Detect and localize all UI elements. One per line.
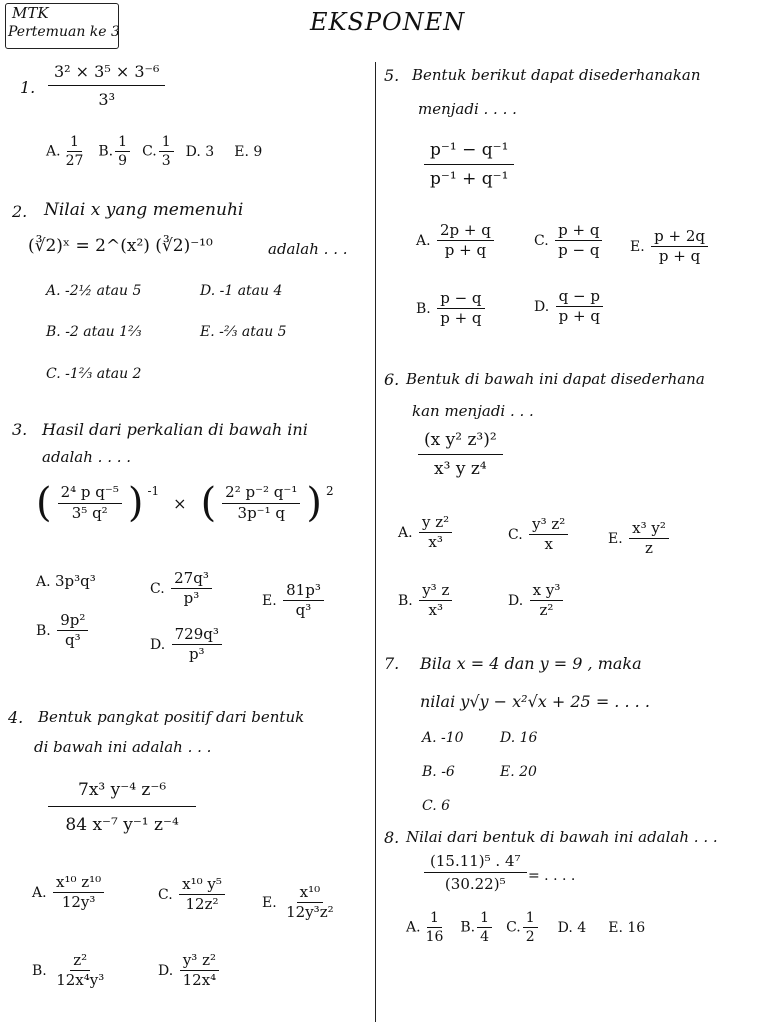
subject-label: MTK (12, 4, 49, 22)
q8-option-a[interactable]: A. $\frac{1}{16}$ (406, 910, 444, 946)
q5-option-e[interactable]: E. $\frac{p + 2q}{p + q}$ (630, 228, 710, 266)
q4-prompt-line1: Bentuk pangkat positif dari bentuk (38, 708, 305, 726)
q7-prompt-line2: nilai y√y − x²√x + 25 = . . . . (420, 692, 650, 711)
q3-option-b[interactable]: B. $\frac{\text{9p²}}{\text{q³}}$ (36, 612, 90, 650)
q3-option-e[interactable]: E. $\frac{\text{81p³}}{\text{q³}}$ (262, 582, 326, 620)
q8-option-b[interactable]: B. $\frac{1}{4}$ (460, 910, 494, 945)
q3-prompt-line1: Hasil dari perkalian di bawah ini (42, 420, 308, 439)
q4-number: 4. (8, 708, 24, 727)
q6-option-b[interactable]: B. $\frac{\text{y³ z}}{\text{x³}}$ (398, 582, 454, 620)
q4-option-e[interactable]: E. $\frac{\text{x¹⁰}}{\text{12y³z²}}$ (262, 883, 334, 922)
q3-prompt-line2: adalah . . . . (42, 448, 132, 466)
q6-denominator: x³ y z⁴ (434, 459, 487, 479)
q8-expression (424, 852, 527, 893)
q2-option-b[interactable]: B. -2 atau 1⅔ (46, 324, 142, 340)
q7-number: 7. (384, 654, 400, 673)
q4-option-c[interactable]: C. $\frac{\text{x¹⁰ y⁵}}{\text{12z²}}$ (158, 876, 227, 914)
q8-number: 8. (384, 828, 400, 847)
q1-numerator: 3² × 3⁵ × 3⁻⁶ (48, 62, 165, 86)
q1-denominator: 3³ (98, 90, 115, 109)
q1-option-c[interactable]: C. $\frac{1}{3}$ (142, 134, 176, 169)
q4-option-d[interactable]: D. $\frac{\text{y³ z²}}{\text{12x⁴}}$ (158, 952, 221, 990)
q3-fraction-2: $\frac{\text{2² p⁻² q⁻¹}}{\text{3p⁻¹ q}}$ (222, 484, 300, 522)
q5-expression (424, 140, 514, 189)
q1-options (46, 134, 262, 169)
q5-option-a[interactable]: A. $\frac{2p + q}{p + q}$ (416, 222, 496, 260)
page-title: EKSPONEN (310, 8, 466, 36)
q1-number: 1. (20, 78, 36, 97)
q4-denominator: 84 x⁻⁷ y⁻¹ z⁻⁴ (65, 815, 179, 835)
q3-fraction-1: $\frac{\text{2⁴ p q⁻⁵}}{\text{3⁵ q²}}$ (58, 484, 122, 522)
q7-prompt-line1: Bila x = 4 dan y = 9 , maka (420, 654, 642, 673)
q5-option-b[interactable]: B. $\frac{p - q}{p + q}$ (416, 290, 487, 328)
meeting-label: Pertemuan ke 3 (8, 24, 120, 40)
q2-suffix: adalah . . . (268, 240, 348, 258)
q8-options (406, 910, 645, 945)
q8-numerator: (15.11)⁵ . 4⁷ (424, 852, 527, 873)
q2-prompt: Nilai x yang memenuhi (44, 200, 244, 220)
q5-option-c[interactable]: C. $\frac{p + q}{p - q}$ (534, 222, 604, 260)
q5-prompt-line2: menjadi . . . . (418, 100, 517, 118)
q6-number: 6. (384, 370, 400, 389)
q2-equation: (∛2)ˣ = 2^(x²) (∛2)⁻¹⁰ (28, 236, 213, 256)
q7-option-e[interactable]: E. 20 (500, 764, 537, 780)
q1-expression (48, 62, 165, 109)
q5-numerator: p⁻¹ − q⁻¹ (424, 140, 514, 165)
q8-equals: = . . . . (528, 868, 576, 884)
q3-option-c[interactable]: C. $\frac{\text{27q³}}{\text{p³}}$ (150, 570, 214, 608)
q6-numerator: (x y² z³)² (418, 430, 503, 455)
q6-prompt-line1: Bentuk di bawah ini dapat disederhana (406, 370, 705, 388)
q6-option-e[interactable]: E. $\frac{\text{x³ y²}}{z}$ (608, 520, 671, 558)
q6-option-a[interactable]: A. $\frac{\text{y z²}}{\text{x³}}$ (398, 514, 454, 552)
q6-prompt-line2: kan menjadi . . . (412, 402, 534, 420)
q1-option-b[interactable]: B. $\frac{1}{9}$ (98, 134, 132, 169)
q6-expression (418, 430, 503, 479)
q1-option-d[interactable]: D. 3 (185, 143, 215, 160)
q1-option-e[interactable]: E. 9 (234, 143, 263, 160)
q3-option-a[interactable]: A. 3p³q³ (36, 572, 96, 590)
q5-denominator: p⁻¹ + q⁻¹ (430, 169, 509, 189)
q4-option-b[interactable]: B. $\frac{\text{z²}}{\text{12x⁴y³}}$ (32, 951, 105, 990)
q3-exp-1: -1 (147, 484, 160, 498)
column-divider (375, 62, 376, 1022)
q2-number: 2. (12, 202, 28, 221)
q7-option-c[interactable]: C. 6 (422, 798, 451, 814)
q3-expression: ( $\frac{\text{2⁴ p q⁻⁵}}{\text{3⁵ q²}}$ ) $^{-1}$ × ( $\frac{\text{2² p⁻² q⁻¹}}{\text{3p⁻¹ q}}$ ) $^2$ (36, 480, 334, 526)
q8-denominator: (30.22)⁵ (444, 875, 506, 893)
q5-option-d[interactable]: D. $\frac{q - p}{p + q}$ (534, 288, 605, 326)
q4-numerator: 7x³ y⁻⁴ z⁻⁶ (48, 780, 196, 807)
q8-option-c[interactable]: C. $\frac{1}{2}$ (506, 910, 540, 945)
q3-number: 3. (12, 420, 28, 439)
q5-prompt-line1: Bentuk berikut dapat disederhanakan (412, 66, 701, 84)
q7-option-d[interactable]: D. 16 (500, 730, 538, 746)
q4-prompt-line2: di bawah ini adalah . . . (34, 738, 212, 756)
q8-prompt: Nilai dari bentuk di bawah ini adalah . . . (406, 828, 718, 846)
q4-option-a[interactable]: A. $\frac{\text{x¹⁰ z¹⁰}}{\text{12y³}}$ (32, 874, 106, 912)
q1-option-a[interactable]: A. $\frac{1}{27}$ (46, 134, 84, 170)
q8-option-e[interactable]: E. 16 (608, 919, 646, 936)
q2-option-d[interactable]: D. -1 atau 4 (200, 283, 283, 299)
q5-number: 5. (384, 66, 400, 85)
q7-option-b[interactable]: B. -6 (422, 764, 455, 780)
q3-option-d[interactable]: D. $\frac{\text{729q³}}{\text{p³}}$ (150, 626, 224, 664)
q6-option-c[interactable]: C. $\frac{\text{y³ z²}}{x}$ (508, 516, 570, 554)
q2-option-c[interactable]: C. -1⅔ atau 2 (46, 366, 142, 382)
q3-exp-2: 2 (325, 484, 334, 498)
q2-option-e[interactable]: E. -⅔ atau 5 (200, 324, 287, 340)
q4-expression (48, 780, 196, 835)
q3-times: × (173, 493, 187, 513)
q2-option-a[interactable]: A. -2½ atau 5 (46, 283, 142, 299)
q6-option-d[interactable]: D. $\frac{\text{x y³}}{\text{z²}}$ (508, 582, 565, 620)
q8-option-d[interactable]: D. 4 (557, 919, 587, 936)
q7-option-a[interactable]: A. -10 (422, 730, 464, 746)
